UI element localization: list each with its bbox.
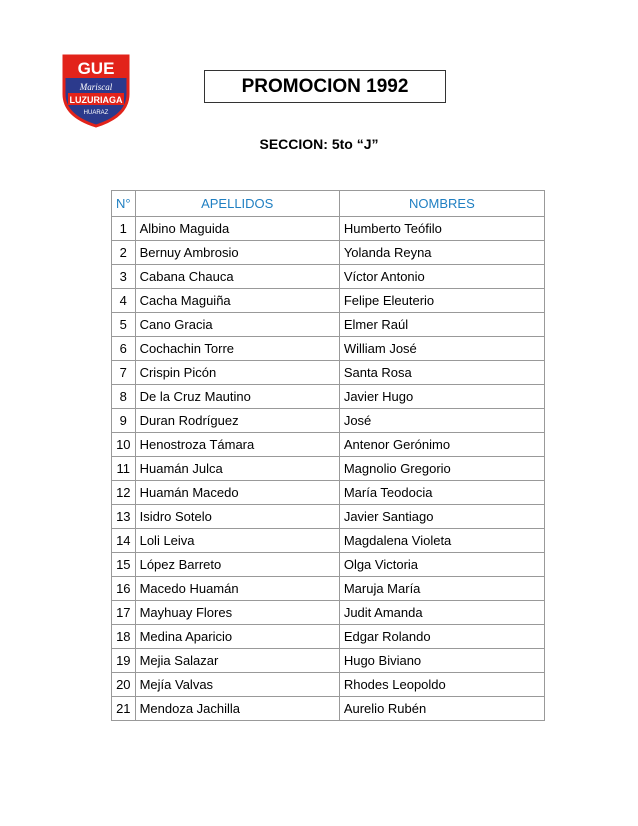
table-row xyxy=(112,361,545,385)
row-number: 13 xyxy=(112,505,136,529)
row-number: 18 xyxy=(112,625,136,649)
row-names: Javier Santiago xyxy=(339,505,544,529)
row-number: 12 xyxy=(112,481,136,505)
row-names: María Teodocia xyxy=(339,481,544,505)
row-surnames: Cacha Maguiña xyxy=(135,289,339,313)
row-names: Humberto Teófilo xyxy=(339,217,544,241)
row-names: Judit Amanda xyxy=(339,601,544,625)
table-row xyxy=(112,529,545,553)
row-surnames: Cochachin Torre xyxy=(135,337,339,361)
table-row xyxy=(112,625,545,649)
logo-line3: HUARAZ xyxy=(83,110,109,116)
column-header-number: N° xyxy=(112,191,136,217)
row-number: 2 xyxy=(112,241,136,265)
row-names: Elmer Raúl xyxy=(339,313,544,337)
row-names: Javier Hugo xyxy=(339,385,544,409)
table-row xyxy=(112,313,545,337)
table-row xyxy=(112,697,545,721)
row-surnames: Crispin Picón xyxy=(135,361,339,385)
row-surnames: Loli Leiva xyxy=(135,529,339,553)
table-row xyxy=(112,673,545,697)
row-number: 19 xyxy=(112,649,136,673)
row-number: 7 xyxy=(112,361,136,385)
row-surnames: Duran Rodríguez xyxy=(135,409,339,433)
row-number: 16 xyxy=(112,577,136,601)
row-surnames: Mayhuay Flores xyxy=(135,601,339,625)
row-surnames: Medina Aparicio xyxy=(135,625,339,649)
table-row xyxy=(112,553,545,577)
row-surnames: Mejía Valvas xyxy=(135,673,339,697)
row-number: 17 xyxy=(112,601,136,625)
table-row xyxy=(112,385,545,409)
row-surnames: Bernuy Ambrosio xyxy=(135,241,339,265)
row-number: 4 xyxy=(112,289,136,313)
row-names: Víctor Antonio xyxy=(339,265,544,289)
logo-line2: LUZURIAGA xyxy=(69,95,123,105)
row-names: Maruja María xyxy=(339,577,544,601)
row-number: 9 xyxy=(112,409,136,433)
school-crest-icon xyxy=(60,50,132,128)
row-names: Magnolio Gregorio xyxy=(339,457,544,481)
table-row xyxy=(112,601,545,625)
logo-top-text: GUE xyxy=(77,59,115,78)
row-surnames: López Barreto xyxy=(135,553,339,577)
row-names: Yolanda Reyna xyxy=(339,241,544,265)
table-body xyxy=(112,217,545,721)
row-surnames: Henostroza Támara xyxy=(135,433,339,457)
students-table xyxy=(111,190,545,721)
row-number: 5 xyxy=(112,313,136,337)
row-names: Edgar Rolando xyxy=(339,625,544,649)
row-surnames: De la Cruz Mautino xyxy=(135,385,339,409)
row-names: Hugo Biviano xyxy=(339,649,544,673)
table-row xyxy=(112,217,545,241)
row-number: 3 xyxy=(112,265,136,289)
table-row xyxy=(112,481,545,505)
row-names: Rhodes Leopoldo xyxy=(339,673,544,697)
page-title: PROMOCION 1992 xyxy=(204,70,446,103)
row-names: Olga Victoria xyxy=(339,553,544,577)
row-number: 11 xyxy=(112,457,136,481)
row-surnames: Albino Maguida xyxy=(135,217,339,241)
row-names: José xyxy=(339,409,544,433)
table-row xyxy=(112,577,545,601)
table-row xyxy=(112,241,545,265)
table-row xyxy=(112,505,545,529)
table-row xyxy=(112,649,545,673)
row-names: Magdalena Violeta xyxy=(339,529,544,553)
row-surnames: Cabana Chauca xyxy=(135,265,339,289)
row-number: 8 xyxy=(112,385,136,409)
row-surnames: Isidro Sotelo xyxy=(135,505,339,529)
section-label: SECCION: 5to “J” xyxy=(259,136,379,152)
row-names: William José xyxy=(339,337,544,361)
row-surnames: Huamán Macedo xyxy=(135,481,339,505)
row-number: 20 xyxy=(112,673,136,697)
row-names: Santa Rosa xyxy=(339,361,544,385)
row-names: Aurelio Rubén xyxy=(339,697,544,721)
table-row xyxy=(112,337,545,361)
row-number: 15 xyxy=(112,553,136,577)
table-row xyxy=(112,265,545,289)
row-surnames: Mejia Salazar xyxy=(135,649,339,673)
row-number: 1 xyxy=(112,217,136,241)
table-row xyxy=(112,433,545,457)
table-row xyxy=(112,457,545,481)
row-surnames: Huamán Julca xyxy=(135,457,339,481)
column-header-names: NOMBRES xyxy=(339,191,544,217)
row-surnames: Macedo Huamán xyxy=(135,577,339,601)
row-names: Felipe Eleuterio xyxy=(339,289,544,313)
school-logo xyxy=(60,50,132,128)
table-header-row xyxy=(112,191,545,217)
row-number: 10 xyxy=(112,433,136,457)
row-surnames: Cano Gracia xyxy=(135,313,339,337)
row-number: 21 xyxy=(112,697,136,721)
row-names: Antenor Gerónimo xyxy=(339,433,544,457)
table-row xyxy=(112,289,545,313)
row-surnames: Mendoza Jachilla xyxy=(135,697,339,721)
table-row xyxy=(112,409,545,433)
row-number: 14 xyxy=(112,529,136,553)
logo-line1: Mariscal xyxy=(79,82,113,92)
row-number: 6 xyxy=(112,337,136,361)
column-header-surnames: APELLIDOS xyxy=(135,191,339,217)
